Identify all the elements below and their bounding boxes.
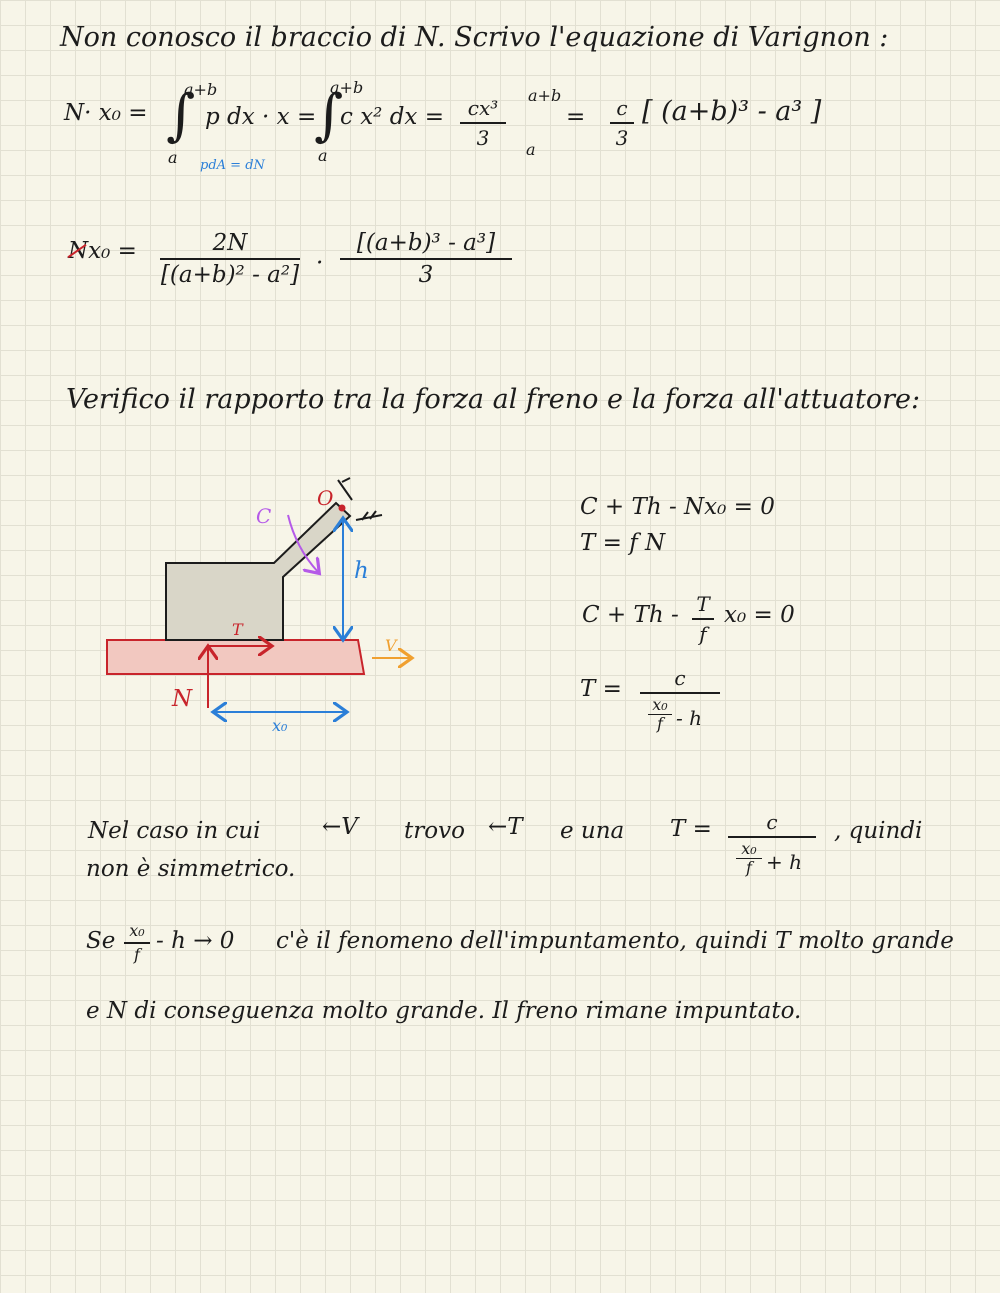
eq1-lhs: N· x₀ = <box>64 100 148 126</box>
ground-hatch <box>356 511 382 520</box>
eq2-dot: · <box>316 250 324 276</box>
eq3-frac-den: f <box>699 622 707 646</box>
case-den-frac-den: f <box>746 858 752 877</box>
eq3-frac-num: T <box>696 592 710 616</box>
t-den-frac-num: x₀ <box>652 695 668 714</box>
t-num: c <box>674 666 686 690</box>
t-den <box>640 696 720 748</box>
t-den-frac <box>648 696 672 733</box>
case-t-arrow: ←T <box>488 814 523 840</box>
eq2-lhs-n: N <box>68 238 89 264</box>
conclusion-se: Se <box>86 928 116 954</box>
eq1-rhs-den: 3 <box>615 126 629 150</box>
fraction-bar <box>728 836 816 838</box>
int2-upper: a+b <box>330 78 364 97</box>
t-lhs: T = <box>580 676 622 702</box>
integral-sign-1: ∫ <box>166 83 196 148</box>
eq2-num1-text: 2N <box>212 230 248 256</box>
int2-lower: a <box>318 146 328 165</box>
conclusion-line-1: c'è il fenomeno dell'impuntamento, quindi T molto grande <box>276 928 954 954</box>
fraction-bar <box>640 692 720 694</box>
case-t-den <box>728 840 816 892</box>
eval-upper: a+b <box>528 86 562 105</box>
conclusion-frac-num: x₀ <box>129 921 145 940</box>
eq-line-3-fraction <box>692 592 714 646</box>
case-t-den-frac <box>736 840 762 877</box>
label-h: h <box>354 558 369 584</box>
eq-line-3a: C + Th - <box>582 602 679 628</box>
conclusion-rest: - h → 0 <box>156 928 235 954</box>
hinge-support <box>338 478 352 500</box>
label-v: V <box>385 636 397 655</box>
eq2-den2: 3 <box>418 262 434 288</box>
eq1-frac-den: 3 <box>476 126 490 150</box>
case-line-2: non è simmetrico. <box>86 856 296 882</box>
pda-note: pdA = dN <box>200 158 265 173</box>
integral-sign-2: ∫ <box>314 83 344 148</box>
case-den-rest: + h <box>766 850 802 874</box>
fraction-bar <box>124 942 150 944</box>
int1-body: p dx · x = <box>205 104 317 130</box>
int1-lower: a <box>168 148 178 167</box>
eval-lower: a <box>526 140 536 159</box>
case-text-a: Nel caso in cui <box>88 818 261 844</box>
label-c: C <box>256 504 272 528</box>
case-text-c: e una <box>560 818 625 844</box>
case-t-num: c <box>766 810 778 834</box>
eq-line-1: C + Th - Nx₀ = 0 <box>580 494 775 520</box>
eq1-rhs-num: c <box>616 96 628 120</box>
hinge-point <box>339 505 346 512</box>
case-t-fraction <box>728 810 816 892</box>
eq2-num2: [(a+b)³ - a³] <box>356 230 496 256</box>
case-v-arrow: ←V <box>322 814 358 840</box>
int1-upper: a+b <box>184 80 218 99</box>
verify-text: Verifico il rapporto tra la forza al freno e la forza all'attuatore: <box>66 384 921 415</box>
t-den-rest: - h <box>676 706 702 730</box>
t-den-frac-den: f <box>657 714 663 733</box>
label-o: O <box>317 486 334 510</box>
eq1-rhs-bracket: [ (a+b)³ - a³ ] <box>642 96 822 127</box>
conclusion-fraction <box>124 922 150 964</box>
intro-text: Non conosco il braccio di N. Scrivo l'equazione di Varignon : <box>60 22 889 53</box>
label-x0: x₀ <box>272 716 288 735</box>
case-text-b: trovo <box>404 818 465 844</box>
eq2-den1: [(a+b)² - a²] <box>160 262 300 288</box>
eq2-lhs-rest: x₀ = <box>88 238 137 264</box>
conclusion-line-2: e N di conseguenza molto grande. Il freno rimane impuntato. <box>86 998 802 1024</box>
fraction-bar <box>692 618 714 620</box>
eq-line-2: T = f N <box>580 530 666 556</box>
case-t-lhs: T = <box>670 816 712 842</box>
eq1-equals: = <box>566 104 586 130</box>
t-fraction <box>640 666 720 748</box>
case-den-frac-num: x₀ <box>741 839 757 858</box>
int2-body: c x² dx = <box>340 104 444 130</box>
conclusion-frac-den: f <box>134 945 140 964</box>
eq1-frac-num: cx³ <box>467 96 499 120</box>
case-text-d: , quindi <box>834 818 923 844</box>
label-t: T <box>232 620 243 639</box>
eq-line-3b: x₀ = 0 <box>724 602 795 628</box>
label-n: N <box>172 686 193 712</box>
